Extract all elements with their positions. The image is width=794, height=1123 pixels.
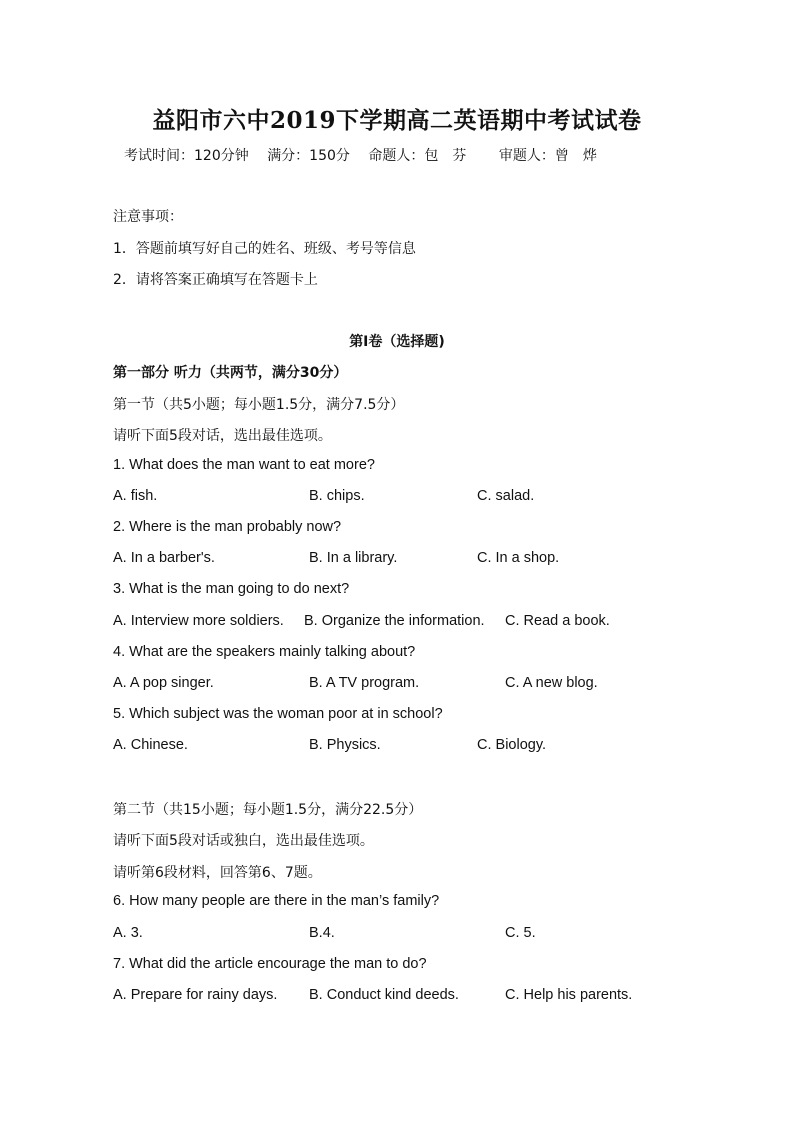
question-setter: 命题人：包 芬 — [368, 148, 467, 164]
q2-option-a: A. In a barber's. — [113, 550, 215, 566]
q3-option-b: B. Organize the information. — [304, 613, 485, 629]
question-6: 6. How many people are there in the man’s family? — [113, 893, 440, 909]
q1-option-a: A. fish. — [113, 488, 158, 504]
q7-option-a: A. Prepare for rainy days. — [113, 987, 278, 1003]
section1-instruction: 请听下面5段对话，选出最佳选项。 — [113, 428, 332, 444]
q4-option-b: B. A TV program. — [309, 675, 420, 691]
question-5: 5. Which subject was the woman poor at in school? — [113, 706, 443, 722]
q1-option-b: B. chips. — [309, 488, 365, 504]
section1-heading: 第一节（共5小题；每小题1.5分，满分7.5分） — [113, 397, 405, 413]
question-2: 2. Where is the man probably now? — [113, 519, 342, 535]
note-item-1: 1．答题前填写好自己的姓名、班级、考号等信息 — [113, 241, 416, 257]
reviewer: 审题人：曾 烨 — [498, 148, 597, 164]
q3-option-a: A. Interview more soldiers. — [113, 613, 284, 629]
q7-option-b: B. Conduct kind deeds. — [309, 987, 459, 1003]
q1-option-c: C. salad. — [477, 488, 535, 504]
question-3: 3. What is the man going to do next? — [113, 581, 350, 597]
q4-option-c: C. A new blog. — [505, 675, 598, 691]
q6-option-a: A. 3. — [113, 925, 143, 941]
exam-meta — [124, 145, 597, 165]
section2-heading: 第二节（共15小题；每小题1.5分，满分22.5分） — [113, 802, 423, 818]
q5-option-b: B. Physics. — [309, 737, 381, 753]
question-4: 4. What are the speakers mainly talking about? — [113, 644, 416, 660]
q2-option-c: C. In a shop. — [477, 550, 560, 566]
full-score: 满分：150分 — [267, 148, 350, 164]
q5-option-c: C. Biology. — [477, 737, 547, 753]
q4-option-a: A. A pop singer. — [113, 675, 214, 691]
question-1: 1. What does the man want to eat more? — [113, 457, 375, 473]
note-item-2: 2．请将答案正确填写在答题卡上 — [113, 272, 318, 288]
exam-time: 考试时间：120分钟 — [124, 148, 249, 164]
exam-title: 益阳市六中2019下学期高二英语期中考试试卷 — [152, 107, 642, 134]
volume-title: 第I卷（选择题) — [349, 334, 445, 350]
section2-instruction: 请听下面5段对话或独白，选出最佳选项。 — [113, 833, 374, 849]
notes-heading: 注意事项： — [113, 209, 183, 225]
material6-instruction: 请听第6段材料，回答第6、7题。 — [113, 865, 322, 881]
q3-option-c: C. Read a book. — [505, 613, 610, 629]
q2-option-b: B. In a library. — [309, 550, 398, 566]
part1-heading: 第一部分 听力（共两节，满分30分） — [113, 365, 348, 381]
question-7: 7. What did the article encourage the man to do? — [113, 956, 427, 972]
q5-option-a: A. Chinese. — [113, 737, 188, 753]
q7-option-c: C. Help his parents. — [505, 987, 633, 1003]
q6-option-c: C. 5. — [505, 925, 536, 941]
q6-option-b: B.4. — [309, 925, 335, 941]
